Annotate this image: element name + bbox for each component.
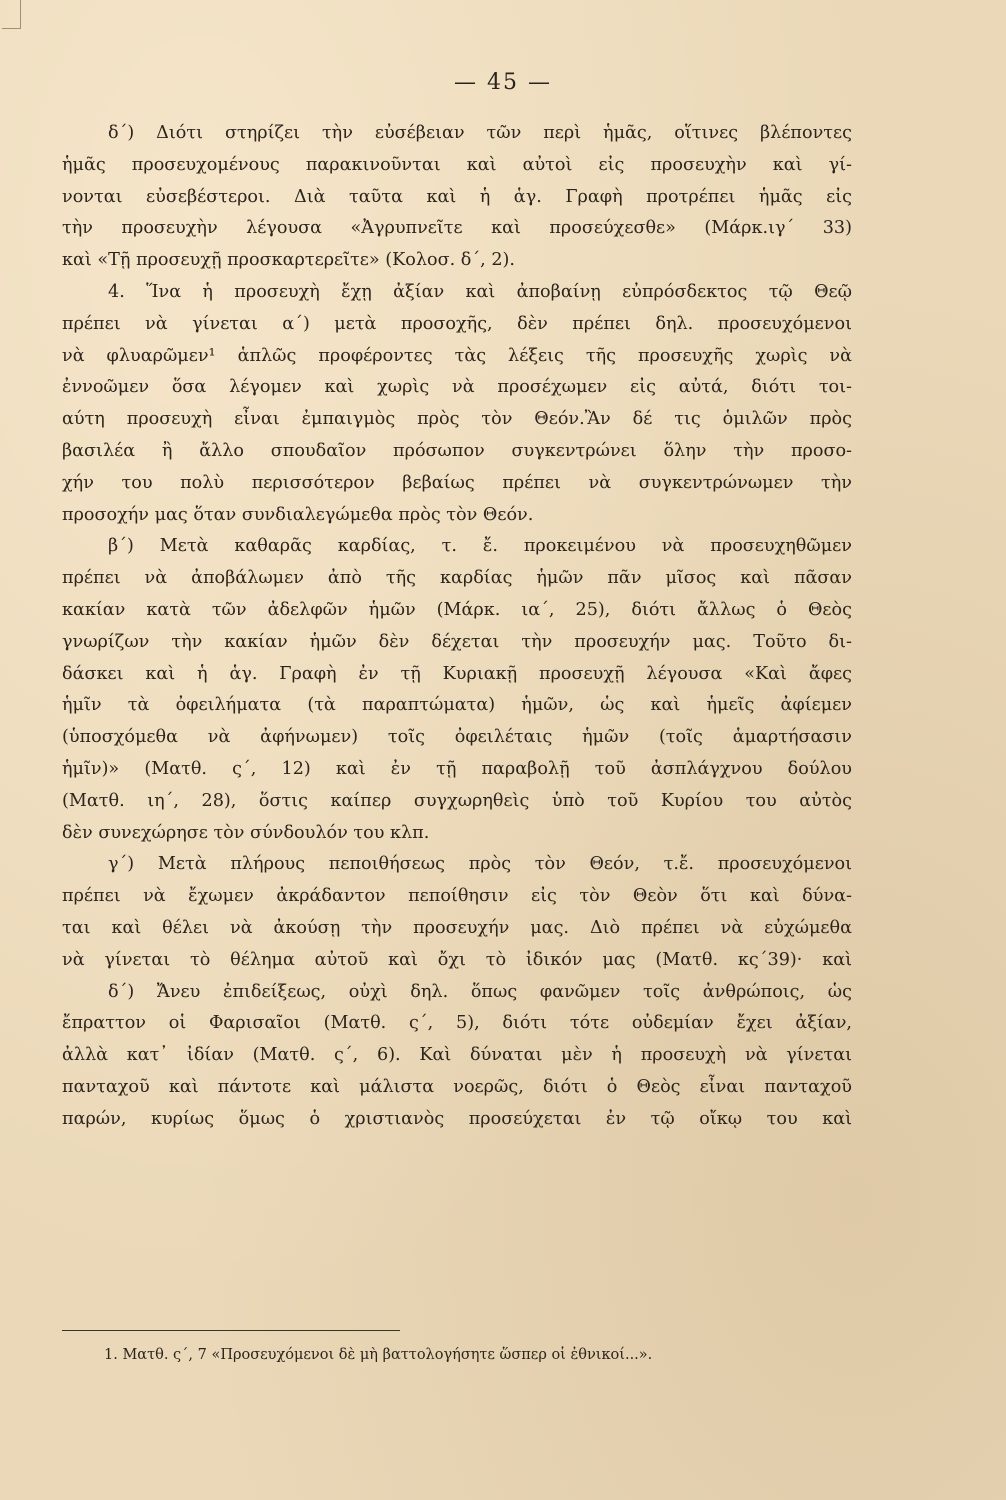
text-line: πανταχοῦ καὶ πάντοτε καὶ μάλιστα νοερῶς, διότι ὁ Θεὸς εἶναι πανταχοῦ bbox=[62, 1076, 852, 1097]
text-line: παρών, κυρίως ὅμως ὁ χριστιανὸς προσεύχεται ἐν τῷ οἴκῳ του καὶ bbox=[62, 1108, 852, 1129]
text-line: νὰ φλυαρῶμεν¹ ἁπλῶς προφέροντες τὰς λέξεις τῆς προσευχῆς χωρὶς νὰ bbox=[62, 345, 852, 366]
text-line: νὰ γίνεται τὸ θέλημα αὐτοῦ καὶ ὄχι τὸ ἰδικόν μας (Ματθ. κς΄39)· καὶ bbox=[62, 949, 852, 970]
text-line: πρέπει νὰ γίνεται α΄) μετὰ προσοχῆς, δὲν πρέπει δηλ. προσευχόμενοι bbox=[62, 313, 852, 334]
text-line: (ὑποσχόμεθα νὰ ἀφήνωμεν) τοῖς ὀφειλέταις ἡμῶν (τοῖς ἁμαρτήσασιν bbox=[62, 727, 852, 748]
text-line: χήν του πολὺ περισσότερον βεβαίως πρέπει νὰ συγκεντρώνωμεν τὴν bbox=[62, 472, 852, 493]
text-line: νονται εὐσεβέστεροι. Διὰ ταῦτα καὶ ἡ ἁγ. Γραφὴ προτρέπει ἡμᾶς εἰς bbox=[62, 186, 852, 207]
text-line: τὴν προσευχὴν λέγουσα «Ἀγρυπνεῖτε καὶ προσεύχεσθε» (Μάρκ.ιγ΄ 33) bbox=[62, 218, 852, 239]
text-line: 4. Ἵνα ἡ προσευχὴ ἔχῃ ἀξίαν καὶ ἀποβαίνῃ εὐπρόσδεκτος τῷ Θεῷ bbox=[108, 281, 852, 302]
text-line: (Ματθ. ιη΄, 28), ὅστις καίπερ συγχωρηθεὶς ὑπὸ τοῦ Κυρίου του αὐτὸς bbox=[62, 790, 852, 811]
page-number: — 45 — bbox=[454, 70, 552, 95]
footnote-divider bbox=[62, 1330, 400, 1331]
body-text bbox=[62, 118, 852, 1136]
text-line: βασιλέα ἢ ἄλλο σπουδαῖον πρόσωπον συγκεντρώνει ὅλην τὴν προσο- bbox=[62, 440, 852, 461]
text-line: γ΄) Μετὰ πλήρους πεποιθήσεως πρὸς τὸν Θεόν, τ.ἔ. προσευχόμενοι bbox=[108, 854, 852, 875]
text-line: αύτη προσευχὴ εἶναι ἐμπαιγμὸς πρὸς τὸν Θεόν.Ἂν δέ τις ὁμιλῶν πρὸς bbox=[62, 409, 852, 430]
text-line: δὲν συνεχώρησε τὸν σύνδουλόν του κλπ. bbox=[62, 822, 430, 843]
text-line: πρέπει νὰ ἔχωμεν ἀκράδαντον πεποίθησιν εἰς τὸν Θεὸν ὅτι καὶ δύνα- bbox=[62, 886, 852, 907]
text-line: ἔπραττον οἱ Φαρισαῖοι (Ματθ. ς΄, 5), διότι τότε οὐδεμίαν ἔχει ἀξίαν, bbox=[62, 1013, 852, 1034]
text-line: προσοχήν μας ὅταν συνδιαλεγώμεθα πρὸς τὸν Θεόν. bbox=[62, 504, 534, 525]
text-line: ἡμῖν)» (Ματθ. ς΄, 12) καὶ ἐν τῇ παραβολῇ τοῦ ἀσπλάγχνου δούλου bbox=[62, 758, 852, 779]
text-line: β΄) Μετὰ καθαρᾶς καρδίας, τ. ἔ. προκειμένου νὰ προσευχηθῶμεν bbox=[108, 536, 852, 557]
text-line: δ΄) Ἄνευ ἐπιδείξεως, οὐχὶ δηλ. ὅπως φανῶμεν τοῖς ἀνθρώποις, ὡς bbox=[108, 981, 852, 1002]
text-line: δάσκει καὶ ἡ ἁγ. Γραφὴ ἐν τῇ Κυριακῇ προσευχῇ λέγουσα «Καὶ ἄφες bbox=[62, 663, 852, 684]
text-line: καὶ «Τῇ προσευχῇ προσκαρτερεῖτε» (Κολοσ. δ΄, 2). bbox=[62, 250, 516, 271]
text-line: κακίαν κατὰ τῶν ἀδελφῶν ἡμῶν (Μάρκ. ια΄, 25), διότι ἄλλως ὁ Θεὸς bbox=[62, 599, 852, 620]
page-corner-mark bbox=[2, 0, 21, 29]
text-line: δ΄) Διότι στηρίζει τὴν εὐσέβειαν τῶν περὶ ἡμᾶς, οἵτινες βλέποντες bbox=[108, 123, 852, 143]
text-line: ἡμῖν τὰ ὀφειλήματα (τὰ παραπτώματα) ἡμῶν, ὡς καὶ ἡμεῖς ἀφίεμεν bbox=[62, 695, 852, 716]
text-line: ἐννοῶμεν ὅσα λέγομεν καὶ χωρὶς νὰ προσέχωμεν εἰς αὐτά, διότι τοι- bbox=[62, 377, 852, 398]
text-line: γνωρίζων τὴν κακίαν ἡμῶν δὲν δέχεται τὴν προσευχήν μας. Τοῦτο δι- bbox=[62, 631, 852, 652]
footnote: 1. Ματθ. ς΄, 7 «Προσευχόμενοι δὲ μὴ βαττολογήσητε ὥσπερ οἱ ἐθνικοί...». bbox=[104, 1347, 653, 1363]
text-line: πρέπει νὰ ἀποβάλωμεν ἀπὸ τῆς καρδίας ἡμῶν πᾶν μῖσος καὶ πᾶσαν bbox=[62, 568, 852, 589]
text-line: ἡμᾶς προσευχομένους παρακινοῦνται καὶ αὐτοὶ εἰς προσευχὴν καὶ γί- bbox=[62, 154, 852, 175]
text-line: ται καὶ θέλει νὰ ἀκούσῃ τὴν προσευχήν μας. Διὸ πρέπει νὰ εὐχώμεθα bbox=[62, 917, 852, 938]
text-line: ἀλλὰ κατ᾽ ἰδίαν (Ματθ. ς΄, 6). Καὶ δύναται μὲν ἡ προσευχὴ νὰ γίνεται bbox=[62, 1045, 852, 1066]
